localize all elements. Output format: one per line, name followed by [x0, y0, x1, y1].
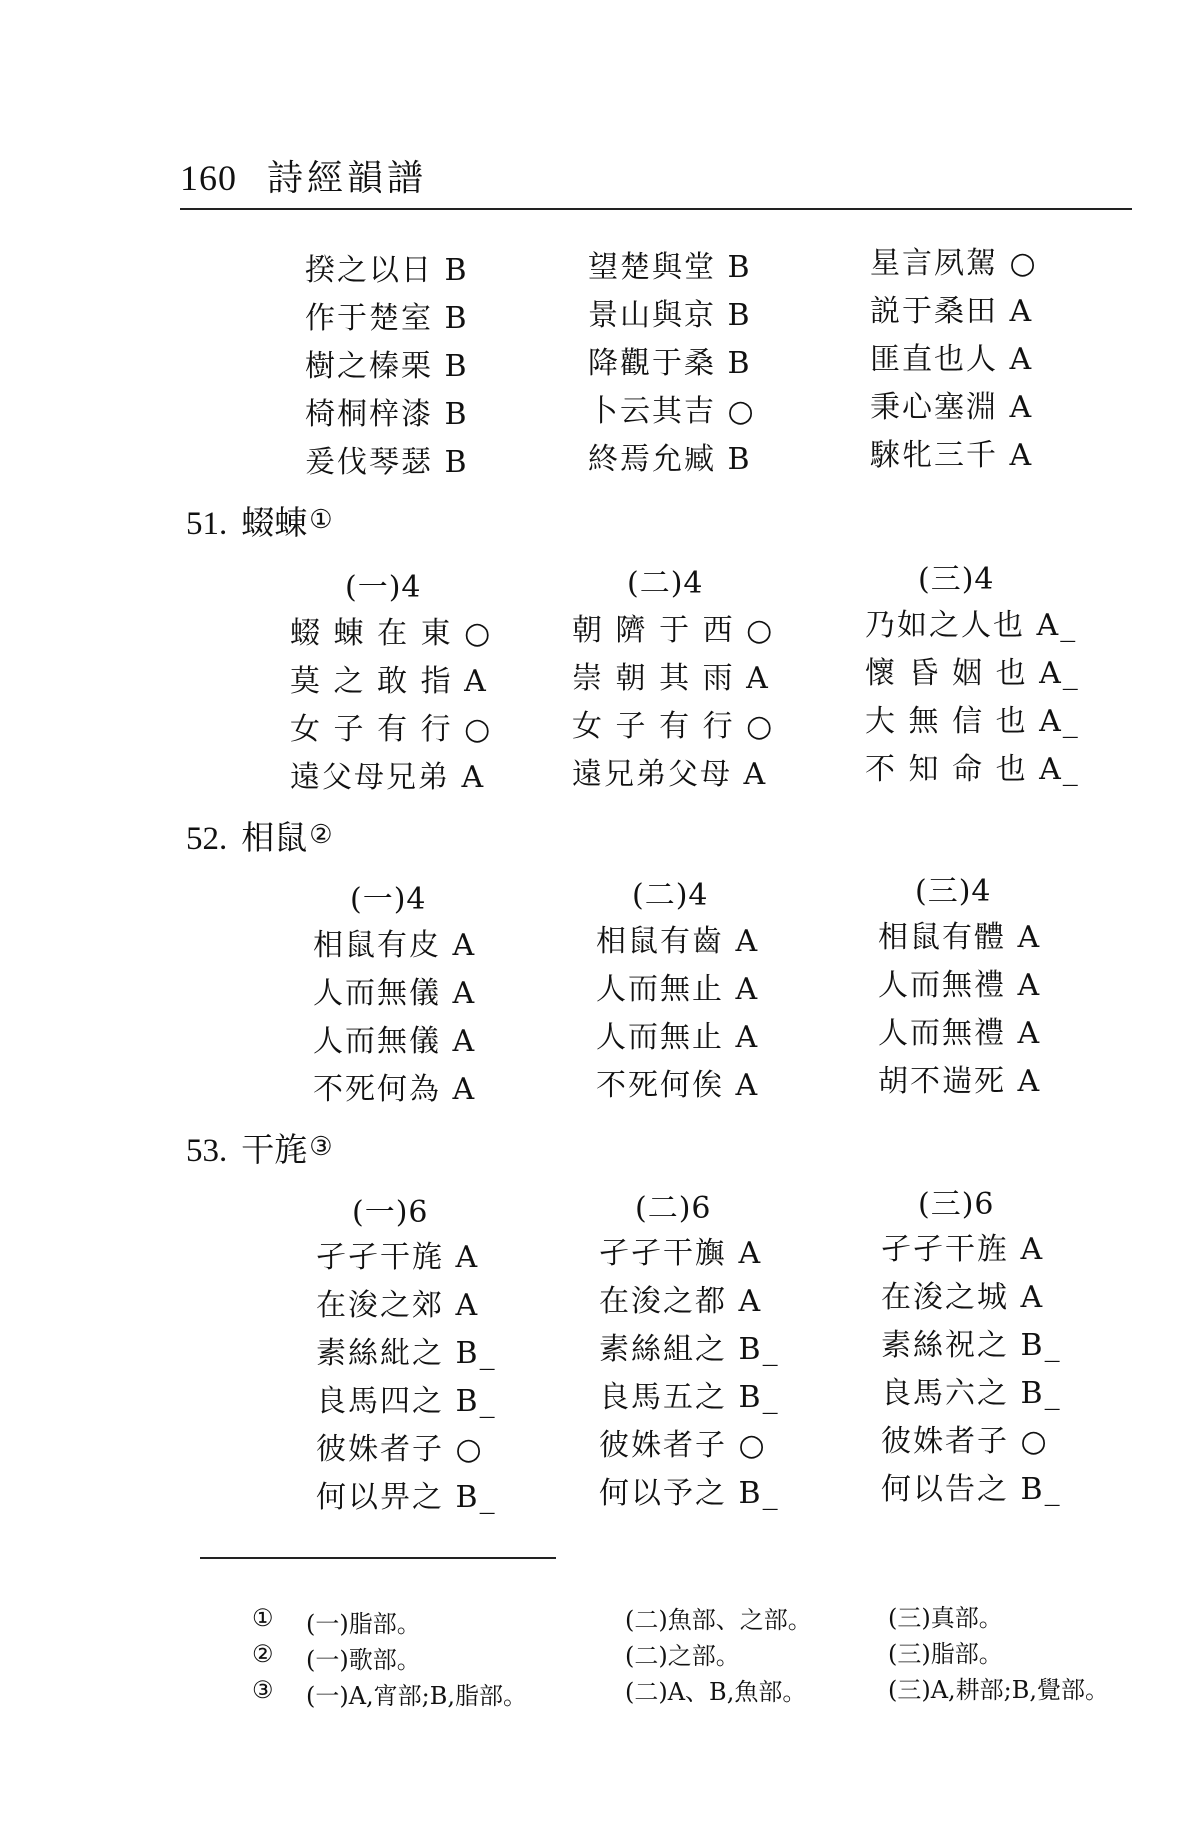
footnote-ref: ③ — [309, 1132, 333, 1162]
verse-line: 何以畀之 B_ — [316, 1480, 497, 1515]
verse-line: 人而無止 A — [596, 972, 760, 1007]
header-rule — [180, 208, 1132, 210]
verse-line: 遠父母兄弟 A — [290, 760, 486, 795]
footnote-rule — [200, 1557, 556, 1559]
page-number: 160 — [180, 158, 237, 198]
section-number: 52. — [186, 821, 228, 857]
verse-line: 莫 之 敢 指 A — [290, 664, 488, 699]
section-title: 相鼠 — [241, 818, 308, 857]
section-heading-52 — [186, 812, 333, 859]
verse-line: 人而無儀 A — [313, 976, 477, 1011]
verse-line: 匪直也人 A — [870, 342, 1034, 377]
verse-line: 不 知 命 也 A_ — [865, 752, 1080, 787]
footnote-text: (二)A、B,魚部。 — [625, 1678, 807, 1706]
verse-line: 良馬五之 B_ — [599, 1380, 780, 1415]
verse-line: 人而無禮 A — [878, 1016, 1042, 1051]
verse-line: 何以告之 B_ — [881, 1472, 1062, 1507]
verse-line: 人而無儀 A — [313, 1024, 477, 1059]
footnote-text: (二)之部。 — [625, 1642, 740, 1670]
verse-line: 相鼠有齒 A — [596, 924, 760, 959]
section-title: 蝃蝀 — [241, 503, 308, 542]
verse-line: 卜云其吉 ○ — [588, 394, 756, 429]
stanza-header: (一)6 — [352, 1195, 429, 1230]
stanza-header: (二)4 — [627, 566, 704, 601]
verse-line: 相鼠有皮 A — [313, 928, 477, 963]
section-number: 51. — [186, 506, 228, 542]
footnote-mark: ① — [252, 1604, 274, 1632]
stanza-header: (三)4 — [915, 874, 992, 909]
verse-line: 胡不遄死 A — [878, 1064, 1042, 1099]
verse-line: 不死何為 A — [313, 1072, 477, 1107]
verse-line: 秉心塞淵 A — [870, 390, 1034, 425]
verse-line: 星言夙駕 ○ — [870, 246, 1038, 281]
verse-line: 人而無止 A — [596, 1020, 760, 1055]
verse-line: 望楚與堂 B — [588, 250, 752, 285]
stanza-header: (三)4 — [918, 562, 995, 597]
verse-line: 大 無 信 也 A_ — [865, 704, 1080, 739]
footnote-text: (三)A,耕部;B,覺部。 — [888, 1676, 1110, 1704]
verse-line: 在浚之城 A — [881, 1280, 1045, 1315]
verse-line: 降觀于桑 B — [588, 346, 752, 381]
section-heading-51 — [186, 497, 333, 544]
verse-line: 不死何俟 A — [596, 1068, 760, 1103]
verse-line: 説于桑田 A — [870, 294, 1034, 329]
verse-line: 相鼠有體 A — [878, 920, 1042, 955]
verse-line: 素絲紕之 B_ — [316, 1336, 497, 1371]
footnote-text: (一)A,宵部;B,脂部。 — [306, 1682, 528, 1710]
verse-line: 作于楚室 B — [305, 301, 469, 336]
footnote-ref: ① — [309, 505, 333, 535]
stanza-header: (一)4 — [350, 882, 427, 917]
verse-line: 孑孑干旟 A — [599, 1236, 763, 1271]
verse-line: 孑孑干旌 A — [881, 1232, 1045, 1267]
stanza-header: (一)4 — [345, 570, 422, 605]
footnote-text: (一)歌部。 — [306, 1646, 421, 1674]
verse-line: 蝃 蝀 在 東 ○ — [290, 616, 493, 651]
footnote-text: (三)真部。 — [888, 1604, 1003, 1632]
page-header — [180, 150, 427, 201]
section-number: 53. — [186, 1133, 228, 1169]
verse-line: 素絲組之 B_ — [599, 1332, 780, 1367]
verse-line: 朝 隮 于 西 ○ — [572, 613, 775, 648]
verse-line: 椅桐梓漆 B — [305, 397, 469, 432]
verse-line: 何以予之 B_ — [599, 1476, 780, 1511]
verse-line: 景山與京 B — [588, 298, 752, 333]
book-title: 詩經韻譜 — [267, 158, 428, 199]
stanza-header: (二)4 — [632, 878, 709, 913]
verse-line: 騋牝三千 A — [870, 438, 1034, 473]
verse-line: 良馬六之 B_ — [881, 1376, 1062, 1411]
verse-line: 人而無禮 A — [878, 968, 1042, 1003]
section-heading-53 — [186, 1124, 333, 1171]
verse-line: 彼姝者子 ○ — [316, 1432, 484, 1467]
verse-line: 終焉允臧 B — [588, 442, 752, 477]
footnote-text: (二)魚部、之部。 — [625, 1606, 812, 1634]
verse-line: 在浚之都 A — [599, 1284, 763, 1319]
verse-line: 良馬四之 B_ — [316, 1384, 497, 1419]
stanza-header: (三)6 — [918, 1187, 995, 1222]
footnote-ref: ② — [309, 820, 333, 850]
footnote-mark: ③ — [252, 1676, 274, 1704]
footnote-text: (三)脂部。 — [888, 1640, 1003, 1668]
section-title: 干旄 — [241, 1130, 308, 1169]
verse-line: 在浚之郊 A — [316, 1288, 480, 1323]
verse-line: 素絲祝之 B_ — [881, 1328, 1062, 1363]
verse-line: 乃如之人也 A_ — [865, 608, 1078, 643]
verse-line: 遠兄弟父母 A — [572, 757, 768, 792]
verse-line: 爰伐琴瑟 B — [305, 445, 469, 480]
verse-line: 揆之以日 B — [305, 253, 469, 288]
footnote-text: (一)脂部。 — [306, 1610, 421, 1638]
verse-line: 樹之榛栗 B — [305, 349, 469, 384]
verse-line: 女 子 有 行 ○ — [290, 712, 493, 747]
verse-line: 懷 昏 姻 也 A_ — [865, 656, 1080, 691]
verse-line: 孑孑干旄 A — [316, 1240, 480, 1275]
footnote-mark: ② — [252, 1640, 274, 1668]
stanza-header: (二)6 — [635, 1191, 712, 1226]
verse-line: 女 子 有 行 ○ — [572, 709, 775, 744]
verse-line: 彼姝者子 ○ — [599, 1428, 767, 1463]
verse-line: 彼姝者子 ○ — [881, 1424, 1049, 1459]
verse-line: 崇 朝 其 雨 A — [572, 661, 770, 696]
